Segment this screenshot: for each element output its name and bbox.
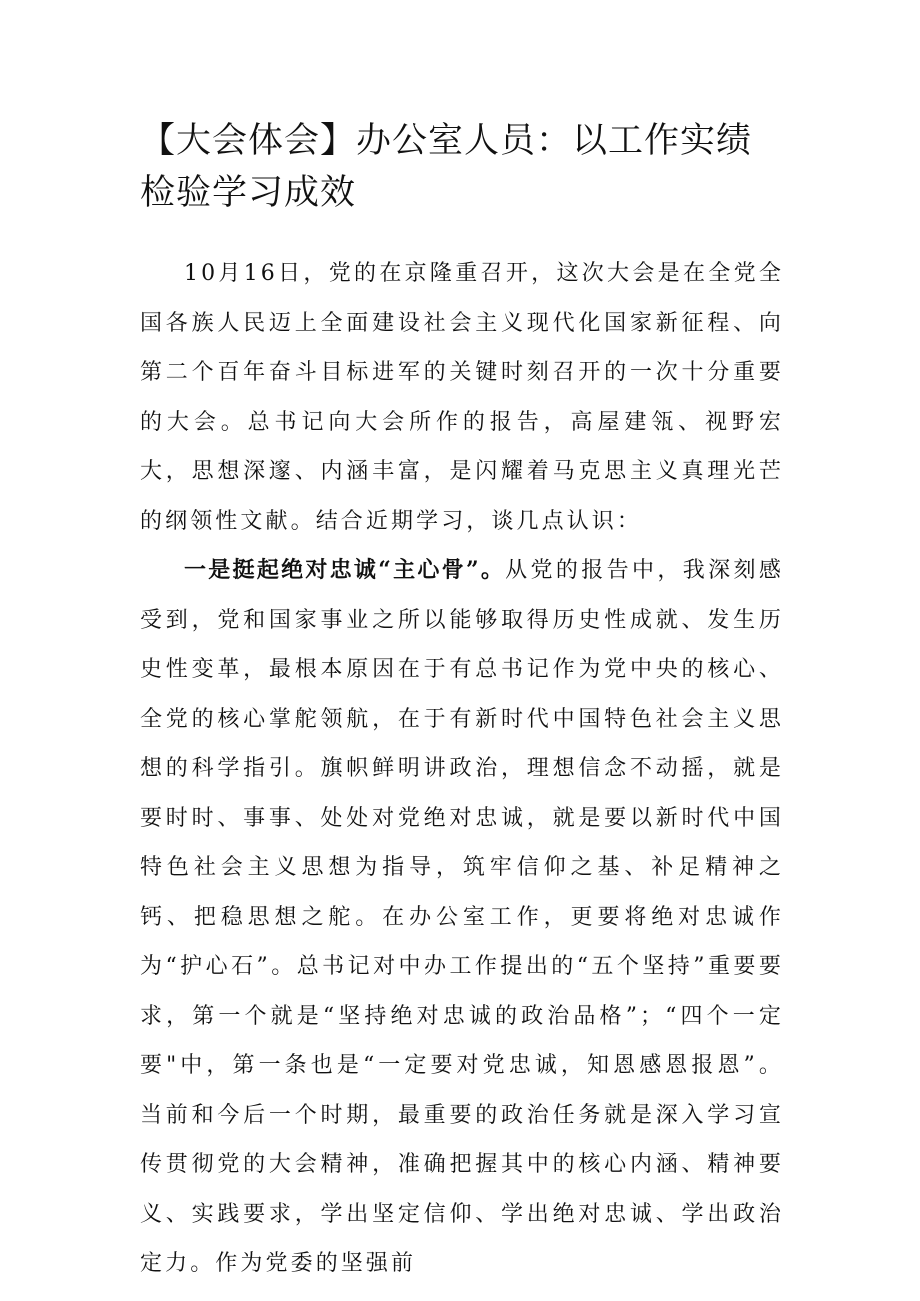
document-page xyxy=(140,115,784,1289)
paragraph-intro: 10月16日，党的在京隆重召开，这次大会是在全党全国各族人民迈上全面建设社会主义现代化国家新征程、向第二个百年奋斗目标进军的关键时刻召开的一次十分重要的大会。总书记向大会所作的报告，高屋建瓴、视野宏大，思想深邃、内涵丰富，是闪耀着马克思主义真理光芒的纲领性文献。结合近期学习，谈几点认识： xyxy=(140,261,784,534)
paragraph-point-one xyxy=(140,546,784,1289)
paragraph-body-text: 从党的报告中，我深刻感受到，党和国家事业之所以能够取得历史性成就、发生历史性变革，最根本原因在于有总书记作为党中央的核心、全党的核心掌舵领航，在于有新时代中国特色社会主义思想的科学指引。旗帜鲜明讲政治，理想信念不动摇，就是要时时、事事、处处对党绝对忠诚，就是要以新时代中国特色社会主义思想为指导，筑牢信仰之基、补足精神之钙、把稳思想之舵。在办公室工作，更要将绝对忠诚作为“护心石”。总书记对中办工作提出的“五个坚持”重要要求，第一个就是“坚持绝对忠诚的政治品格”；“四个一定要"中，第一条也是“一定要对党忠诚，知恩感恩报恩”。当前和今后一个时期，最重要的政治任务就是深入学习宣传贯彻党的大会精神，准确把握其中的核心内涵、精神要义、实践要求，学出坚定信仰、学出绝对忠诚、学出政治定力。作为党委的坚强前 xyxy=(140,558,784,1276)
document-title: 【大会体会】办公室人员：以工作实绩检验学习成效 xyxy=(140,121,753,213)
paragraph-lead-heading: 一是挺起绝对忠诚“主心骨”。 xyxy=(184,557,506,583)
